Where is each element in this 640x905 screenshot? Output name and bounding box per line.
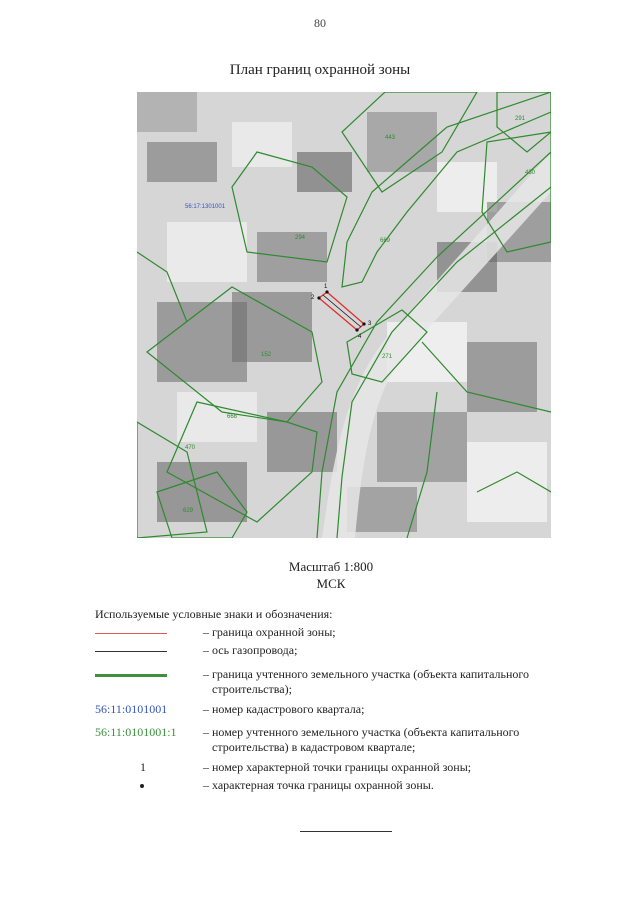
- parcel-label-291: 291: [515, 116, 526, 122]
- legend-text: характерная точка границы охранной зоны.: [212, 778, 434, 792]
- parcel-label-294: 294: [295, 235, 306, 241]
- aerial-map: [137, 92, 551, 538]
- legend-text: граница охранной зоны;: [212, 625, 336, 639]
- parcel-label-152: 152: [261, 352, 272, 358]
- parcel-label-470: 470: [185, 445, 196, 451]
- legend-text: номер характерной точки границы охранной зоны;: [212, 760, 472, 774]
- quarter-label: 56:17:1301001: [185, 204, 226, 210]
- legend-dash: –: [203, 725, 209, 739]
- coordinate-system: МСК: [316, 576, 346, 591]
- legend-dash: –: [203, 760, 209, 774]
- point-label-2: 2: [311, 295, 315, 301]
- legend-heading: Используемые условные знаки и обозначения:: [95, 607, 333, 621]
- page-number: 80: [314, 16, 326, 30]
- legend-dash: –: [203, 702, 209, 716]
- point-label-4: 4: [358, 334, 362, 340]
- parcel-label-629: 629: [183, 508, 194, 514]
- legend-symbol-point-dot: [140, 784, 144, 788]
- scale-block: [0, 558, 640, 592]
- legend-text: номер кадастрового квартала;: [212, 702, 365, 716]
- legend-text: номер учтенного земельного участка (объекта капитального строительства) в кадастровом квартале;: [212, 725, 520, 754]
- legend-dash: –: [203, 667, 209, 681]
- legend-symbol-point-number: 1: [140, 760, 146, 774]
- parcel-label-271: 271: [382, 354, 393, 360]
- legend-text: граница учтенного земельного участка (объекта капитального строительства);: [212, 667, 530, 696]
- legend-text: ось газопровода;: [212, 643, 298, 657]
- parcel-label-669: 669: [380, 238, 391, 244]
- legend-dash: –: [203, 778, 209, 792]
- parcel-label-430: 430: [525, 170, 536, 176]
- map-canvas: [137, 92, 551, 538]
- parcel-label-668: 668: [227, 414, 238, 420]
- page-title: План границ охранной зоны: [229, 62, 411, 78]
- legend-dash: –: [203, 625, 209, 639]
- legend-symbol-parcel-code: 56:11:0101001:1: [95, 725, 177, 739]
- point-label-1: 1: [324, 284, 328, 290]
- point-label-3: 3: [368, 321, 372, 327]
- footer-rule: [300, 831, 392, 832]
- parcel-label-443: 443: [385, 135, 396, 141]
- legend-symbol-quarter-code: 56:11:0101001: [95, 702, 168, 716]
- scale-ratio: Масштаб 1:800: [288, 559, 374, 574]
- legend-dash: –: [203, 643, 209, 657]
